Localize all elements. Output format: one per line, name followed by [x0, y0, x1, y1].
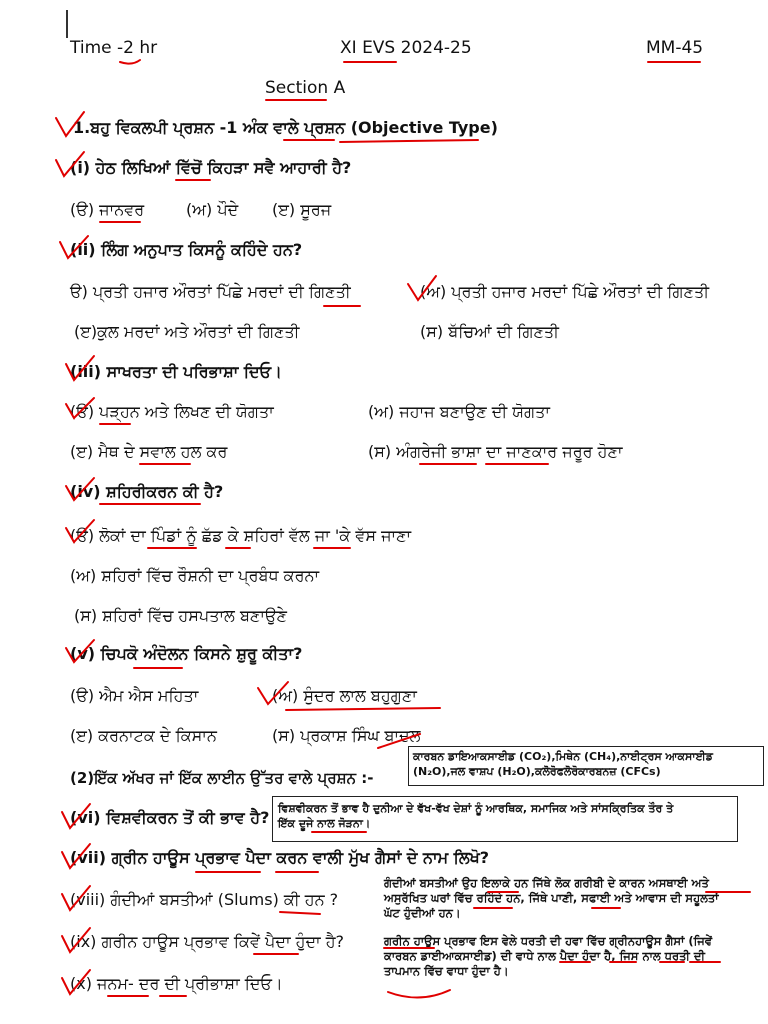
note9-line-3: ਤਾਪਮਾਨ ਵਿੱਚ ਵਾਧਾ ਹੁੰਦਾ ਹੈ।	[384, 964, 509, 978]
box1-line-1: ਕਾਰਬਨ ਡਾਇਆਕਸਾਈਡ (CO₂),ਮਿਥੇਨ (CH₄),ਨਾਈਟ੍ਰਸ ਆਕਸਾਈਡ	[413, 750, 713, 763]
question-8: (viii) ਗੰਦੀਆਂ ਬਸਤੀਆਂ (Slums) ਕੀ ਹਨ ?	[70, 890, 339, 909]
note9-line-1: ਗਰੀਨ ਹਾਊਸ ਪ੍ਰਭਾਵ ਇਸ ਵੇਲੇ ਧਰਤੀ ਦੀ ਹਵਾ ਵਿੱਚ ਗ੍ਰੀਨਹਾਊਸ ਗੈਸਾਂ (ਜਿਵੇਂ	[384, 934, 713, 948]
part2-heading: (2)ਇੱਕ ਅੱਖਰ ਜਾਂ ਇੱਕ ਲਾਈਨ ਉੱਤਰ ਵਾਲੇ ਪ੍ਰਸ਼ਨ :-	[70, 769, 374, 787]
question-6: (vi) ਵਿਸ਼ਵੀਕਰਨ ਤੋਂ ਕੀ ਭਾਵ ਹੈ?	[70, 808, 270, 827]
q4-option-c: (ਸ) ਸ਼ਹਿਰਾਂ ਵਿੱਚ ਹਸਪਤਾਲ ਬਣਾਉਣੇ	[74, 606, 287, 625]
question-10: (x) ਜਨਮ- ਦਰ ਦੀ ਪ੍ਰੀਭਾਸ਼ਾ ਦਿਓ।	[70, 974, 283, 993]
max-marks: MM-45	[646, 38, 704, 58]
q1-option-c: (ੲ) ਸੂਰਜ	[272, 200, 332, 219]
q2-option-c: (ੲ)ਕੁਲ ਮਰਦਾਂ ਅਤੇ ਔਰਤਾਂ ਦੀ ਗਿਣਤੀ	[74, 322, 300, 341]
q5-option-b: (ਅ) ਸੁੰਦਰ ਲਾਲ ਬਹੁਗੁਣਾ	[272, 686, 417, 705]
underline	[280, 912, 320, 914]
q4-option-b: (ਅ) ਸ਼ਹਿਰਾਂ ਵਿੱਚ ਰੌਸ਼ਨੀ ਦਾ ਪ੍ਰਬੰਧ ਕਰਨਾ	[70, 566, 320, 585]
q3-option-d: (ਸ) ਅੰਗਰੇਜੀ ਭਾਸ਼ਾ ਦਾ ਜਾਣਕਾਰ ਜਰੂਰ ਹੋਣਾ	[368, 442, 623, 461]
box1-line-2: (N₂O),ਜਲ ਵਾਸ਼ਪ (H₂O),ਕਲੋਰੋਫਲੋਰੋਕਾਰਬਨਜ਼ (CFCs)	[413, 765, 661, 778]
note9-line-2: ਕਾਰਬਨ ਡਾਈਆਕਸਾਈਡ) ਦੀ ਵਾਧੇ ਨਾਲ ਪੈਦਾ ਹੁੰਦਾ ਹੈ, ਜਿਸ ਨਾਲ ਧਰਤੀ ਦੀ	[384, 949, 705, 963]
q3-option-c: (ੲ) ਮੈਥ ਦੇ ਸਵਾਲ ਹਲ ਕਰ	[70, 442, 228, 461]
q5-option-c: (ੲ) ਕਰਨਾਟਕ ਦੇ ਕਿਸਾਨ	[70, 726, 217, 745]
q3-option-a: (ੳ) ਪੜ੍ਹਨ ਅਤੇ ਲਿਖਣ ਦੀ ਯੋਗਤਾ	[70, 402, 274, 421]
underline	[120, 60, 140, 64]
page-corner-mark	[66, 10, 68, 38]
question-4: (iv) ਸ਼ਹਿਰੀਕਰਨ ਕੀ ਹੈ?	[70, 482, 224, 501]
note8-line-3: ਘੱਟ ਹੁੰਦੀਆਂ ਹਨ।	[384, 906, 461, 920]
answer-note-slums	[384, 876, 719, 921]
question-3: (iii) ਸਾਖਰਤਾ ਦੀ ਪਰਿਭਾਸ਼ਾ ਦਿਓ।	[70, 362, 282, 381]
q5-option-d: (ਸ) ਪ੍ਰਕਾਸ਼ ਸਿੰਘ ਬਾਦਲ	[272, 726, 421, 745]
answer-box-globalization	[272, 796, 738, 842]
question-1: (i) ਹੇਠ ਲਿਖਿਆਂ ਵਿੱਚੋਂ ਕਿਹੜਾ ਸਵੈ ਆਹਾਰੀ ਹੈ?	[70, 158, 352, 177]
question-7: (vii) ਗ੍ਰੀਨ ਹਾਊਸ ਪ੍ਰਭਾਵ ਪੈਦਾ ਕਰਨ ਵਾਲੀ ਮੁੱਖ ਗੈਸਾਂ ਦੇ ਨਾਮ ਲਿਖੋ?	[70, 848, 490, 867]
q2-option-a: ੳ) ਪ੍ਰਤੀ ਹਜਾਰ ਔਰਤਾਂ ਪਿੱਛੇ ਮਰਦਾਂ ਦੀ ਗਿਣਤੀ	[70, 282, 351, 301]
part1-heading: 1.ਬਹੁ ਵਿਕਲਪੀ ਪ੍ਰਸ਼ਨ -1 ਅੰਕ ਵਾਲੇ ਪ੍ਰਸ਼ਨ (Objective Type)	[73, 118, 498, 137]
q2-option-b: (ਅ) ਪ੍ਰਤੀ ਹਜਾਰ ਮਰਦਾਂ ਪਿੱਛੇ ਔਰਤਾਂ ਦੀ ਗਿਣਤੀ	[420, 282, 710, 301]
section-title: Section A	[265, 78, 346, 98]
underline	[388, 990, 450, 998]
box2-line-1: ਵਿਸ਼ਵੀਕਰਨ ਤੋਂ ਭਾਵ ਹੈ ਦੁਨੀਆ ਦੇ ਵੱਖ-ਵੱਖ ਦੇਸ਼ਾਂ ਨੂੰ ਆਰਥਿਕ, ਸਮਾਜਿਕ ਅਤੇ ਸਾਂਸਕ੍ਰਿਤਿਕ ਤੌਰ ਤੇ	[278, 802, 674, 815]
answer-note-greenhouse	[384, 934, 712, 979]
question-2: (ii) ਲਿੰਗ ਅਨੁਪਾਤ ਕਿਸਨੂੰ ਕਹਿੰਦੇ ਹਨ?	[70, 240, 303, 259]
note8-line-1: ਗੰਦੀਆਂ ਬਸਤੀਆਂ ਉਹ ਇਲਾਕੇ ਹਨ ਜਿੱਥੇ ਲੋਕ ਗਰੀਬੀ ਦੇ ਕਾਰਨ ਅਸਥਾਈ ਅਤੇ	[384, 876, 709, 890]
exam-title: XI EVS 2024-25	[340, 38, 472, 58]
q1-option-b: (ਅ) ਪੌਦੇ	[186, 200, 239, 219]
answer-box-greenhouse-gases	[408, 746, 764, 786]
underline	[286, 708, 440, 710]
question-9: (ix) ਗਰੀਨ ਹਾਊਸ ਪ੍ਰਭਾਵ ਕਿਵੇਂ ਪੈਦਾ ਹੁੰਦਾ ਹੈ?	[70, 932, 345, 951]
q1-option-a: (ੳ) ਜਾਨਵਰ	[70, 200, 145, 219]
q3-option-b: (ਅ) ਜਹਾਜ ਬਣਾਉਣ ਦੀ ਯੋਗਤਾ	[368, 402, 550, 421]
note8-line-2: ਅਸੁਰੱਖਿਤ ਘਰਾਂ ਵਿੱਚ ਰਹਿੰਦੇ ਹਨ, ਜਿੱਥੇ ਪਾਣੀ, ਸਫਾਈ ਅਤੇ ਆਵਾਸ ਦੀ ਸਹੂਲਤਾਂ	[384, 891, 719, 905]
time-label: Time -2 hr	[70, 38, 158, 58]
q2-option-d: (ਸ) ਬੱਚਿਆਂ ਦੀ ਗਿਣਤੀ	[420, 322, 559, 341]
underline	[340, 140, 478, 142]
question-5: (v) ਚਿਪਕੋ ਅੰਦੋਲਨ ਕਿਸਨੇ ਸ਼ੁਰੂ ਕੀਤਾ?	[70, 644, 303, 663]
box2-line-2: ਇੱਕ ਦੂਜੇ ਨਾਲ ਜੋੜਨਾ।	[278, 817, 371, 830]
q4-option-a: (ੳ) ਲੋਕਾਂ ਦਾ ਪਿੰਡਾਂ ਨੂੰ ਛੱਡ ਕੇ ਸ਼ਹਿਰਾਂ ਵੱਲ ਜਾ 'ਕੇ ਵੱਸ ਜਾਣਾ	[70, 526, 412, 545]
q5-option-a: (ੳ) ਐਮ ਐਸ ਮਹਿਤਾ	[70, 686, 199, 705]
